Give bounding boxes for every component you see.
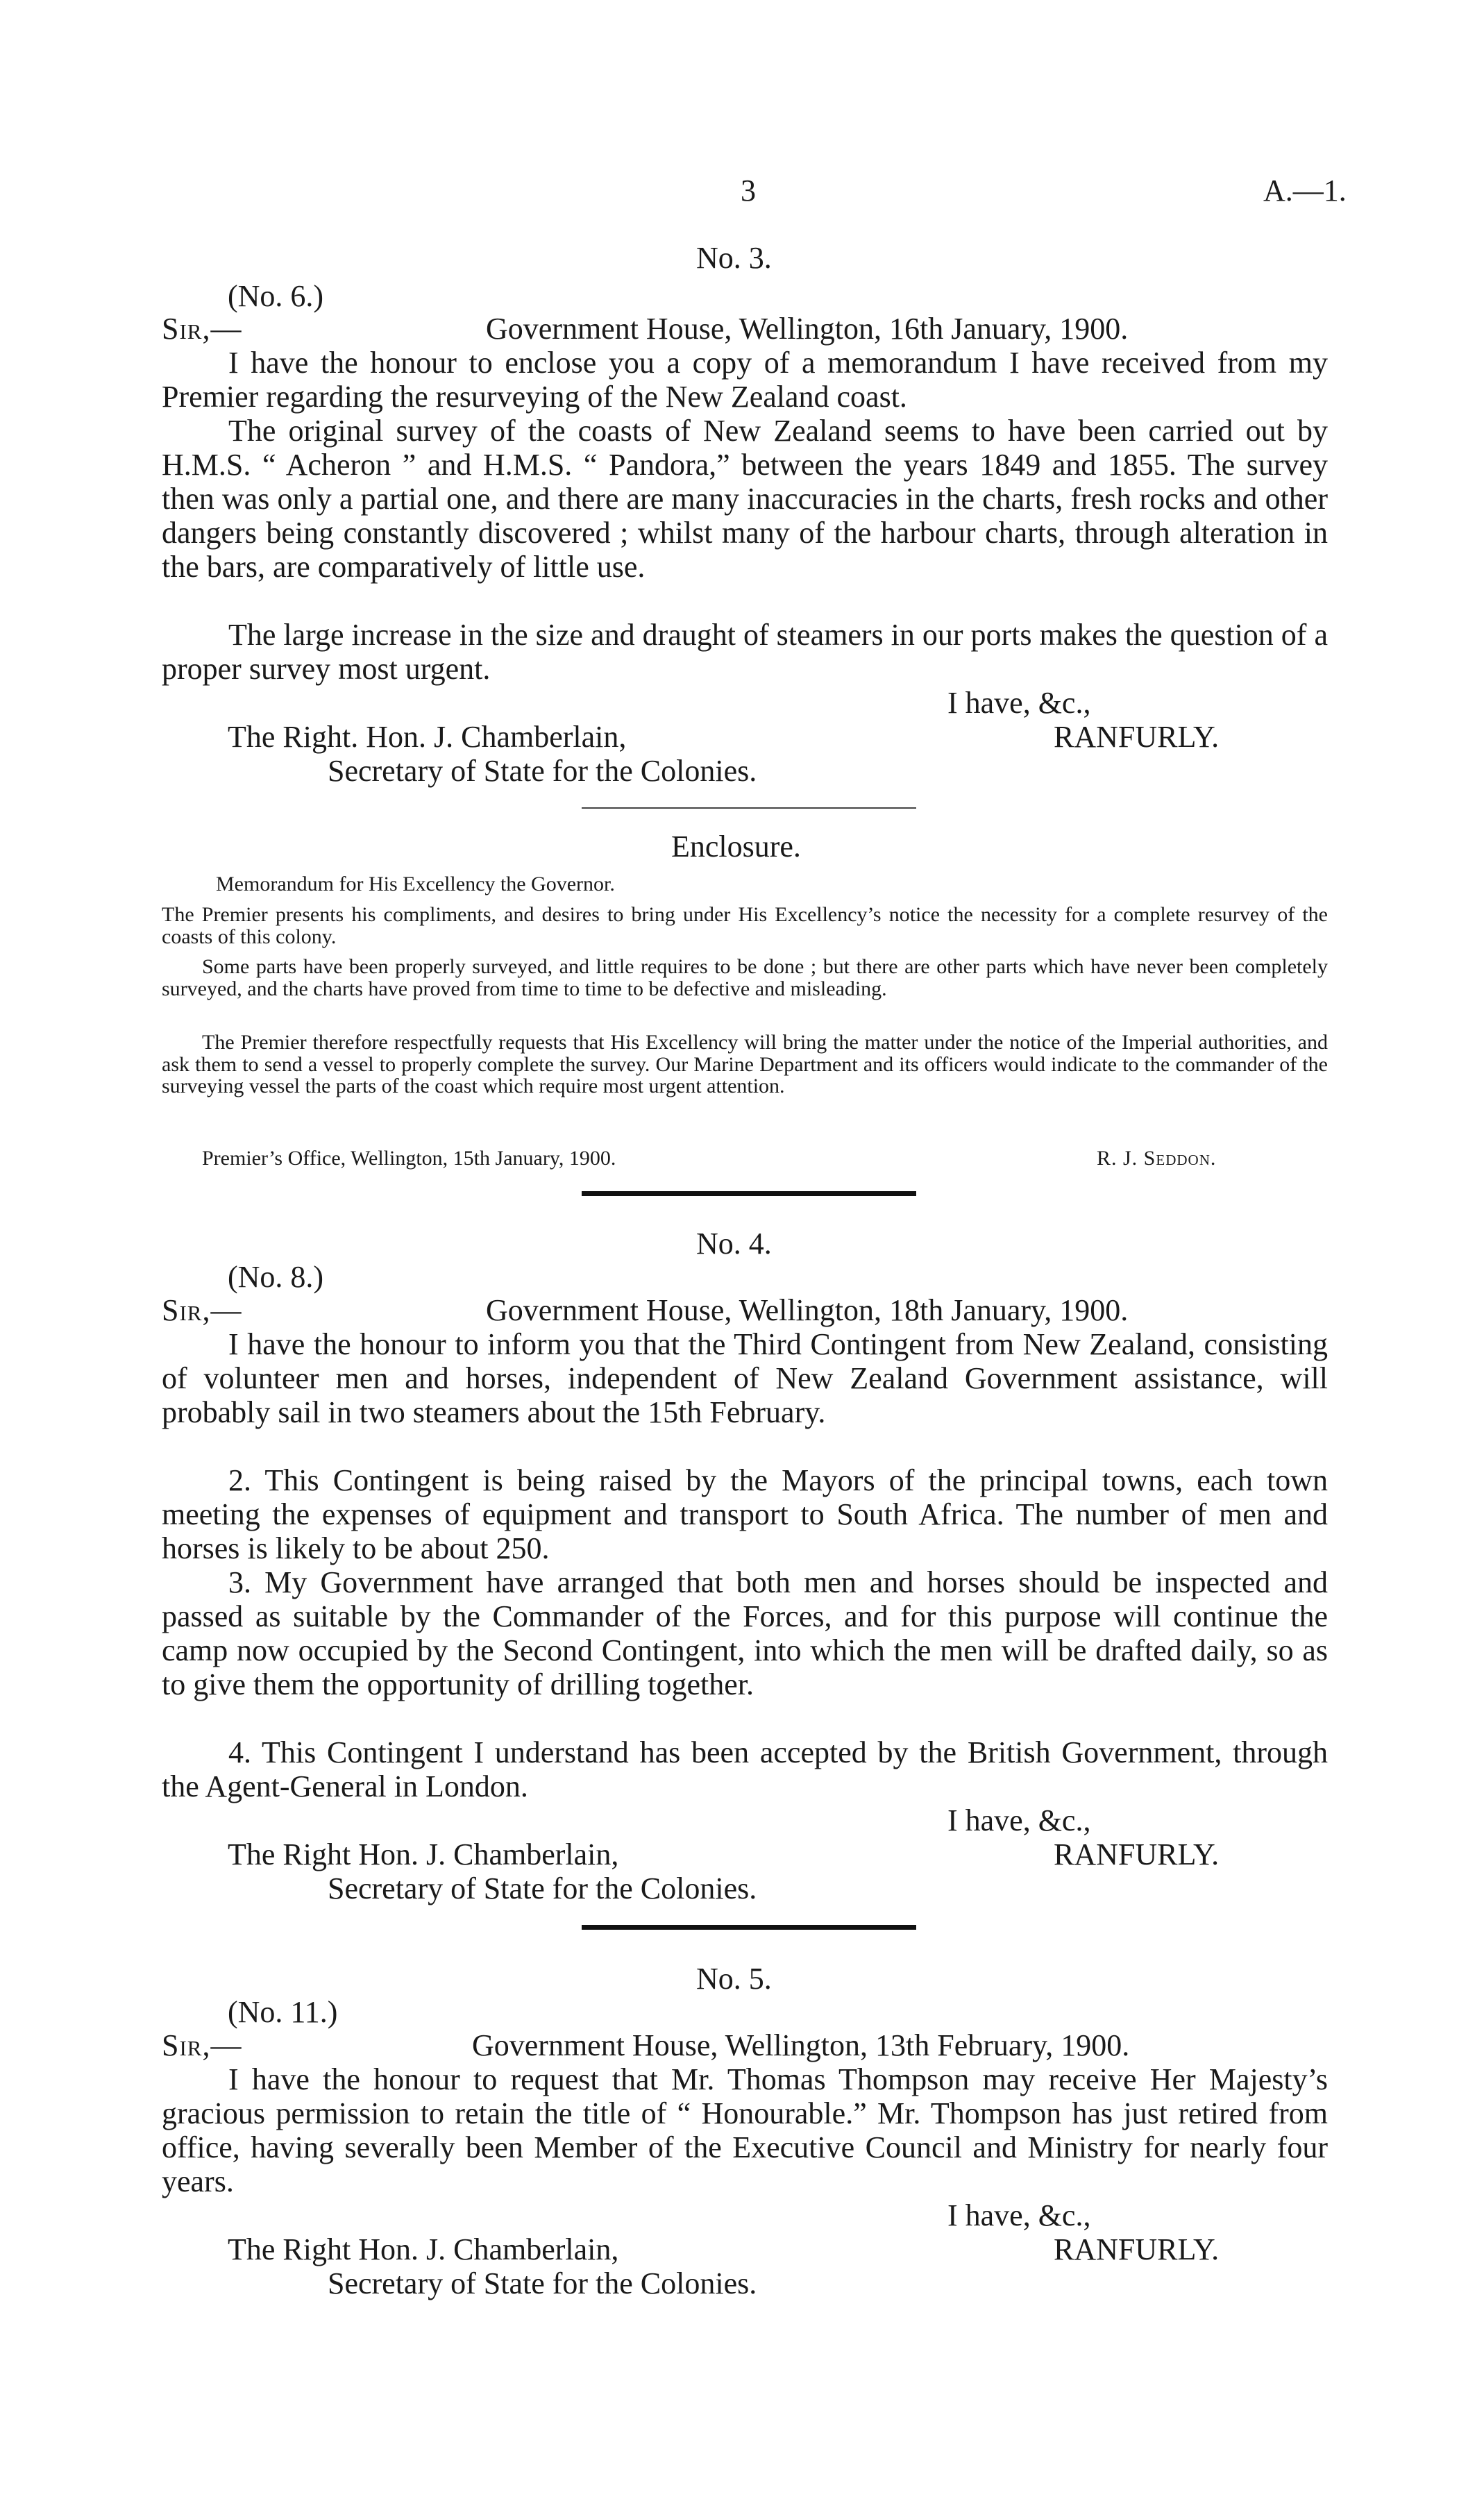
letter-3-paragraph: I have the honour to enclose you a copy of a memorandum I have received from my Premier regarding the resurveying of the New Zealand coast. bbox=[162, 346, 1328, 414]
enclosure-paragraph: The Premier therefore respectfully requests that His Excellency will bring the matter under the notice of the Imperial authorities, and ask them to send a vessel to properly complete the survey. Our Marine Department and its officers would indicate to the commander of the surveying vessel the parts of the coast which require most urgent attention. bbox=[162, 1031, 1328, 1097]
letter-5-paragraph: I have the honour to request that Mr. Thomas Thompson may receive Her Majesty’s gracious permission to retain the title of “ Honourable.” Mr. Thompson has just retired from office, having severally been Member of the Executive Council and Ministry for nearly four years. bbox=[162, 2062, 1328, 2198]
enclosure-title: Enclosure. bbox=[671, 830, 801, 864]
letter-3-ref: (No. 6.) bbox=[228, 279, 324, 313]
page-number: 3 bbox=[741, 174, 756, 208]
enclosure-office-date: Premier’s Office, Wellington, 15th January, 1900. bbox=[202, 1147, 616, 1170]
letter-5-addressee-title: Secretary of State for the Colonies. bbox=[328, 2266, 757, 2300]
letter-5-salutation: Sir,— bbox=[162, 2028, 242, 2062]
letter-3-addressee-title: Secretary of State for the Colonies. bbox=[328, 754, 757, 788]
letter-5-title: No. 5. bbox=[696, 1962, 772, 1996]
letter-4-closing: I have, &c., bbox=[947, 1803, 1091, 1837]
enclosure-paragraph: Some parts have been properly surveyed, and little requires to be done ; but there are other parts which have never been completely surveyed, and the charts have proved from time to time to be defective and misleading. bbox=[162, 955, 1328, 1000]
letter-4-paragraph: 3. My Government have arranged that both men and horses should be inspected and passed as suitable by the Commander of the Forces, and for this purpose will continue the camp now occupied by the Second Contingent, into which the men will be drafted daily, so as to give them the opportunity of drilling together. bbox=[162, 1565, 1328, 1701]
enclosure-paragraph: The Premier presents his compliments, and desires to bring under His Excellency’s notice the necessity for a complete resurvey of the coasts of this colony. bbox=[162, 903, 1328, 948]
letter-4-place-date: Government House, Wellington, 18th January, 1900. bbox=[486, 1293, 1129, 1327]
letter-5-place-date: Government House, Wellington, 13th February, 1900. bbox=[472, 2028, 1130, 2062]
letter-3-signature: RANFURLY. bbox=[1054, 720, 1220, 754]
letter-4-title: No. 4. bbox=[696, 1227, 772, 1261]
letter-4-addressee: The Right Hon. J. Chamberlain, bbox=[228, 1837, 619, 1871]
letter-3-salutation: Sir,— bbox=[162, 312, 242, 346]
letter-4-paragraph: 4. This Contingent I understand has been accepted by the British Government, through the Agent-General in London. bbox=[162, 1735, 1328, 1803]
letter-5-ref: (No. 11.) bbox=[228, 1995, 338, 2029]
letter-5-addressee: The Right Hon. J. Chamberlain, bbox=[228, 2232, 619, 2266]
letter-4-addressee-title: Secretary of State for the Colonies. bbox=[328, 1871, 757, 1905]
letter-4-ref: (No. 8.) bbox=[228, 1260, 324, 1294]
letter-3-place-date: Government House, Wellington, 16th January, 1900. bbox=[486, 312, 1129, 346]
letter-5-closing: I have, &c., bbox=[947, 2198, 1091, 2232]
section-divider bbox=[582, 1191, 916, 1196]
letter-3-paragraph: The original survey of the coasts of New Zealand seems to have been carried out by H.M.S. “ Acheron ” and H.M.S. “ Pandora,” between the years 1849 and 1855. The survey then was only a partial one, and there are many inaccuracies in the charts, fresh rocks and other dangers being constantly discovered ; whilst many of the harbour charts, through alteration in the bars, are comparatively of little use. bbox=[162, 414, 1328, 584]
letter-4-paragraph: I have the honour to inform you that the Third Contingent from New Zealand, consisting of volunteer men and horses, independent of New Zealand Government assistance, will probably sail in two steamers about the 15th February. bbox=[162, 1327, 1328, 1429]
letter-4-salutation: Sir,— bbox=[162, 1293, 242, 1327]
letter-4-signature: RANFURLY. bbox=[1054, 1837, 1220, 1871]
section-divider bbox=[582, 1925, 916, 1930]
letter-5-signature: RANFURLY. bbox=[1054, 2232, 1220, 2266]
letter-3-paragraph: The large increase in the size and draught of steamers in our ports makes the question of a proper survey most urgent. bbox=[162, 618, 1328, 686]
letter-4-paragraph: 2. This Contingent is being raised by the Mayors of the principal towns, each town meeting the expenses of equipment and transport to South Africa. The number of men and horses is likely to be about 250. bbox=[162, 1463, 1328, 1565]
enclosure-memo-title: Memorandum for His Excellency the Governor. bbox=[216, 873, 615, 895]
letter-3-title: No. 3. bbox=[696, 241, 772, 275]
letter-3-closing: I have, &c., bbox=[947, 686, 1091, 720]
enclosure-signature: R. J. Seddon. bbox=[1097, 1147, 1217, 1170]
letter-3-addressee: The Right. Hon. J. Chamberlain, bbox=[228, 720, 627, 754]
document-reference: A.—1. bbox=[1263, 174, 1347, 208]
section-divider bbox=[582, 807, 916, 809]
